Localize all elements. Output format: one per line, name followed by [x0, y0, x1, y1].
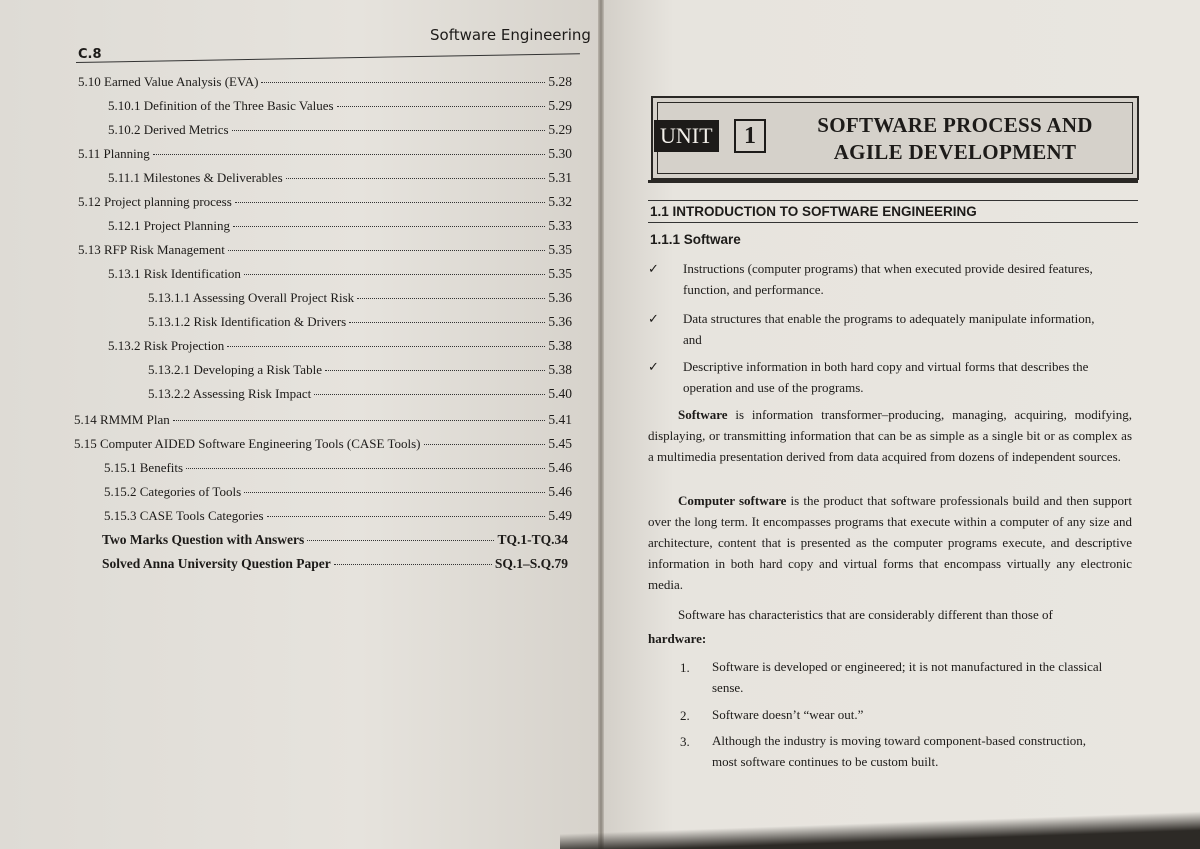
- toc-entry: 5.15.1 Benefits 5.46: [104, 460, 572, 475]
- subsection-title: 1.1.1 Software: [650, 232, 741, 247]
- unit-label: UNIT: [654, 120, 719, 152]
- book-spine: [598, 0, 604, 849]
- toc-entry: 5.13.1 Risk Identification 5.35: [108, 266, 572, 281]
- toc-entry: 5.10.1 Definition of the Three Basic Values 5.29: [108, 98, 572, 113]
- paragraph-computer-software: Computer software is the product that software professionals build and then support over the long term. It encompasses programs that execute within a computer of any size and architecture, content that is presented as the computer programs execute, and descriptive information in both hard copy and virtual forms that encompass virtually any electronic media.: [648, 493, 1132, 592]
- section-title: 1.1 INTRODUCTION TO SOFTWARE ENGINEERING: [650, 204, 977, 219]
- page-number: C.8: [78, 47, 102, 62]
- running-head: Software Engineering: [430, 26, 591, 44]
- toc-entry: 5.10.2 Derived Metrics 5.29: [108, 122, 572, 137]
- list-number: 1.: [680, 660, 690, 675]
- list-number: 3.: [680, 734, 690, 749]
- unit-title: [790, 112, 1120, 166]
- unit-title-line-1: SOFTWARE PROCESS AND: [817, 113, 1093, 137]
- toc-entry: 5.11.1 Milestones & Deliverables 5.31: [108, 170, 572, 185]
- hardware-label: hardware:: [648, 631, 707, 646]
- bullet-item: Descriptive information in both hard copy and virtual forms that describes the operation and use of the programs.: [683, 359, 1089, 395]
- bullet-item: Instructions (computer programs) that when executed provide desired features, function, and performance.: [683, 261, 1093, 297]
- toc-entry: 5.11 Planning 5.30: [78, 146, 572, 161]
- toc-entry: 5.13.2 Risk Projection 5.38: [108, 338, 572, 353]
- toc-entry: 5.10 Earned Value Analysis (EVA) 5.28: [78, 74, 572, 89]
- toc-entry: 5.13.1.1 Assessing Overall Project Risk 5.36: [148, 290, 572, 305]
- unit-number: 1: [734, 119, 766, 153]
- unit-underrule: [648, 180, 1138, 183]
- toc-entry: 5.14 RMMM Plan 5.41: [74, 412, 572, 427]
- list-item: Software doesn’t “wear out.”: [712, 707, 864, 722]
- toc-entry: 5.15 Computer AIDED Software Engineering Tools (CASE Tools) 5.45: [74, 436, 572, 451]
- toc-entry: 5.13.2.2 Assessing Risk Impact 5.40: [148, 386, 572, 401]
- section-rule-top: [648, 200, 1138, 201]
- bullet-item: Data structures that enable the programs to adequately manipulate information, and: [683, 311, 1095, 347]
- paragraph-software: Software is information transformer–producing, managing, acquiring, modifying, displaying, or transmitting information that can be as simple as a single bit or as complex as a multimedia presentation derived from data acquired from dozens of independent sources.: [648, 407, 1132, 464]
- check-icon: ✓: [648, 312, 659, 327]
- toc-entry: Two Marks Question with Answers TQ.1-TQ.34: [102, 532, 568, 547]
- check-icon: ✓: [648, 262, 659, 277]
- toc-entry: 5.15.2 Categories of Tools 5.46: [104, 484, 572, 499]
- page-bottom-shadow: [560, 809, 1200, 849]
- list-item: Software is developed or engineered; it is not manufactured in the classical sense.: [712, 659, 1103, 695]
- paragraph-characteristics: Software has characteristics that are considerably different than those of: [678, 607, 1053, 622]
- toc-entry: 5.15.3 CASE Tools Categories 5.49: [104, 508, 572, 523]
- toc-entry: 5.13 RFP Risk Management 5.35: [78, 242, 572, 257]
- toc-entry: 5.13.2.1 Developing a Risk Table 5.38: [148, 362, 572, 377]
- toc-entry: 5.13.1.2 Risk Identification & Drivers 5.36: [148, 314, 572, 329]
- section-rule-bottom: [648, 222, 1138, 223]
- list-item: Although the industry is moving toward component-based construction, most software continues to be custom built.: [712, 733, 1087, 769]
- list-number: 2.: [680, 708, 690, 723]
- toc-entry: 5.12 Project planning process 5.32: [78, 194, 572, 209]
- check-icon: ✓: [648, 360, 659, 375]
- toc-entry: 5.12.1 Project Planning 5.33: [108, 218, 572, 233]
- toc-entry: Solved Anna University Question Paper SQ.1–S.Q.79: [102, 556, 568, 571]
- unit-title-line-2: AGILE DEVELOPMENT: [833, 140, 1077, 164]
